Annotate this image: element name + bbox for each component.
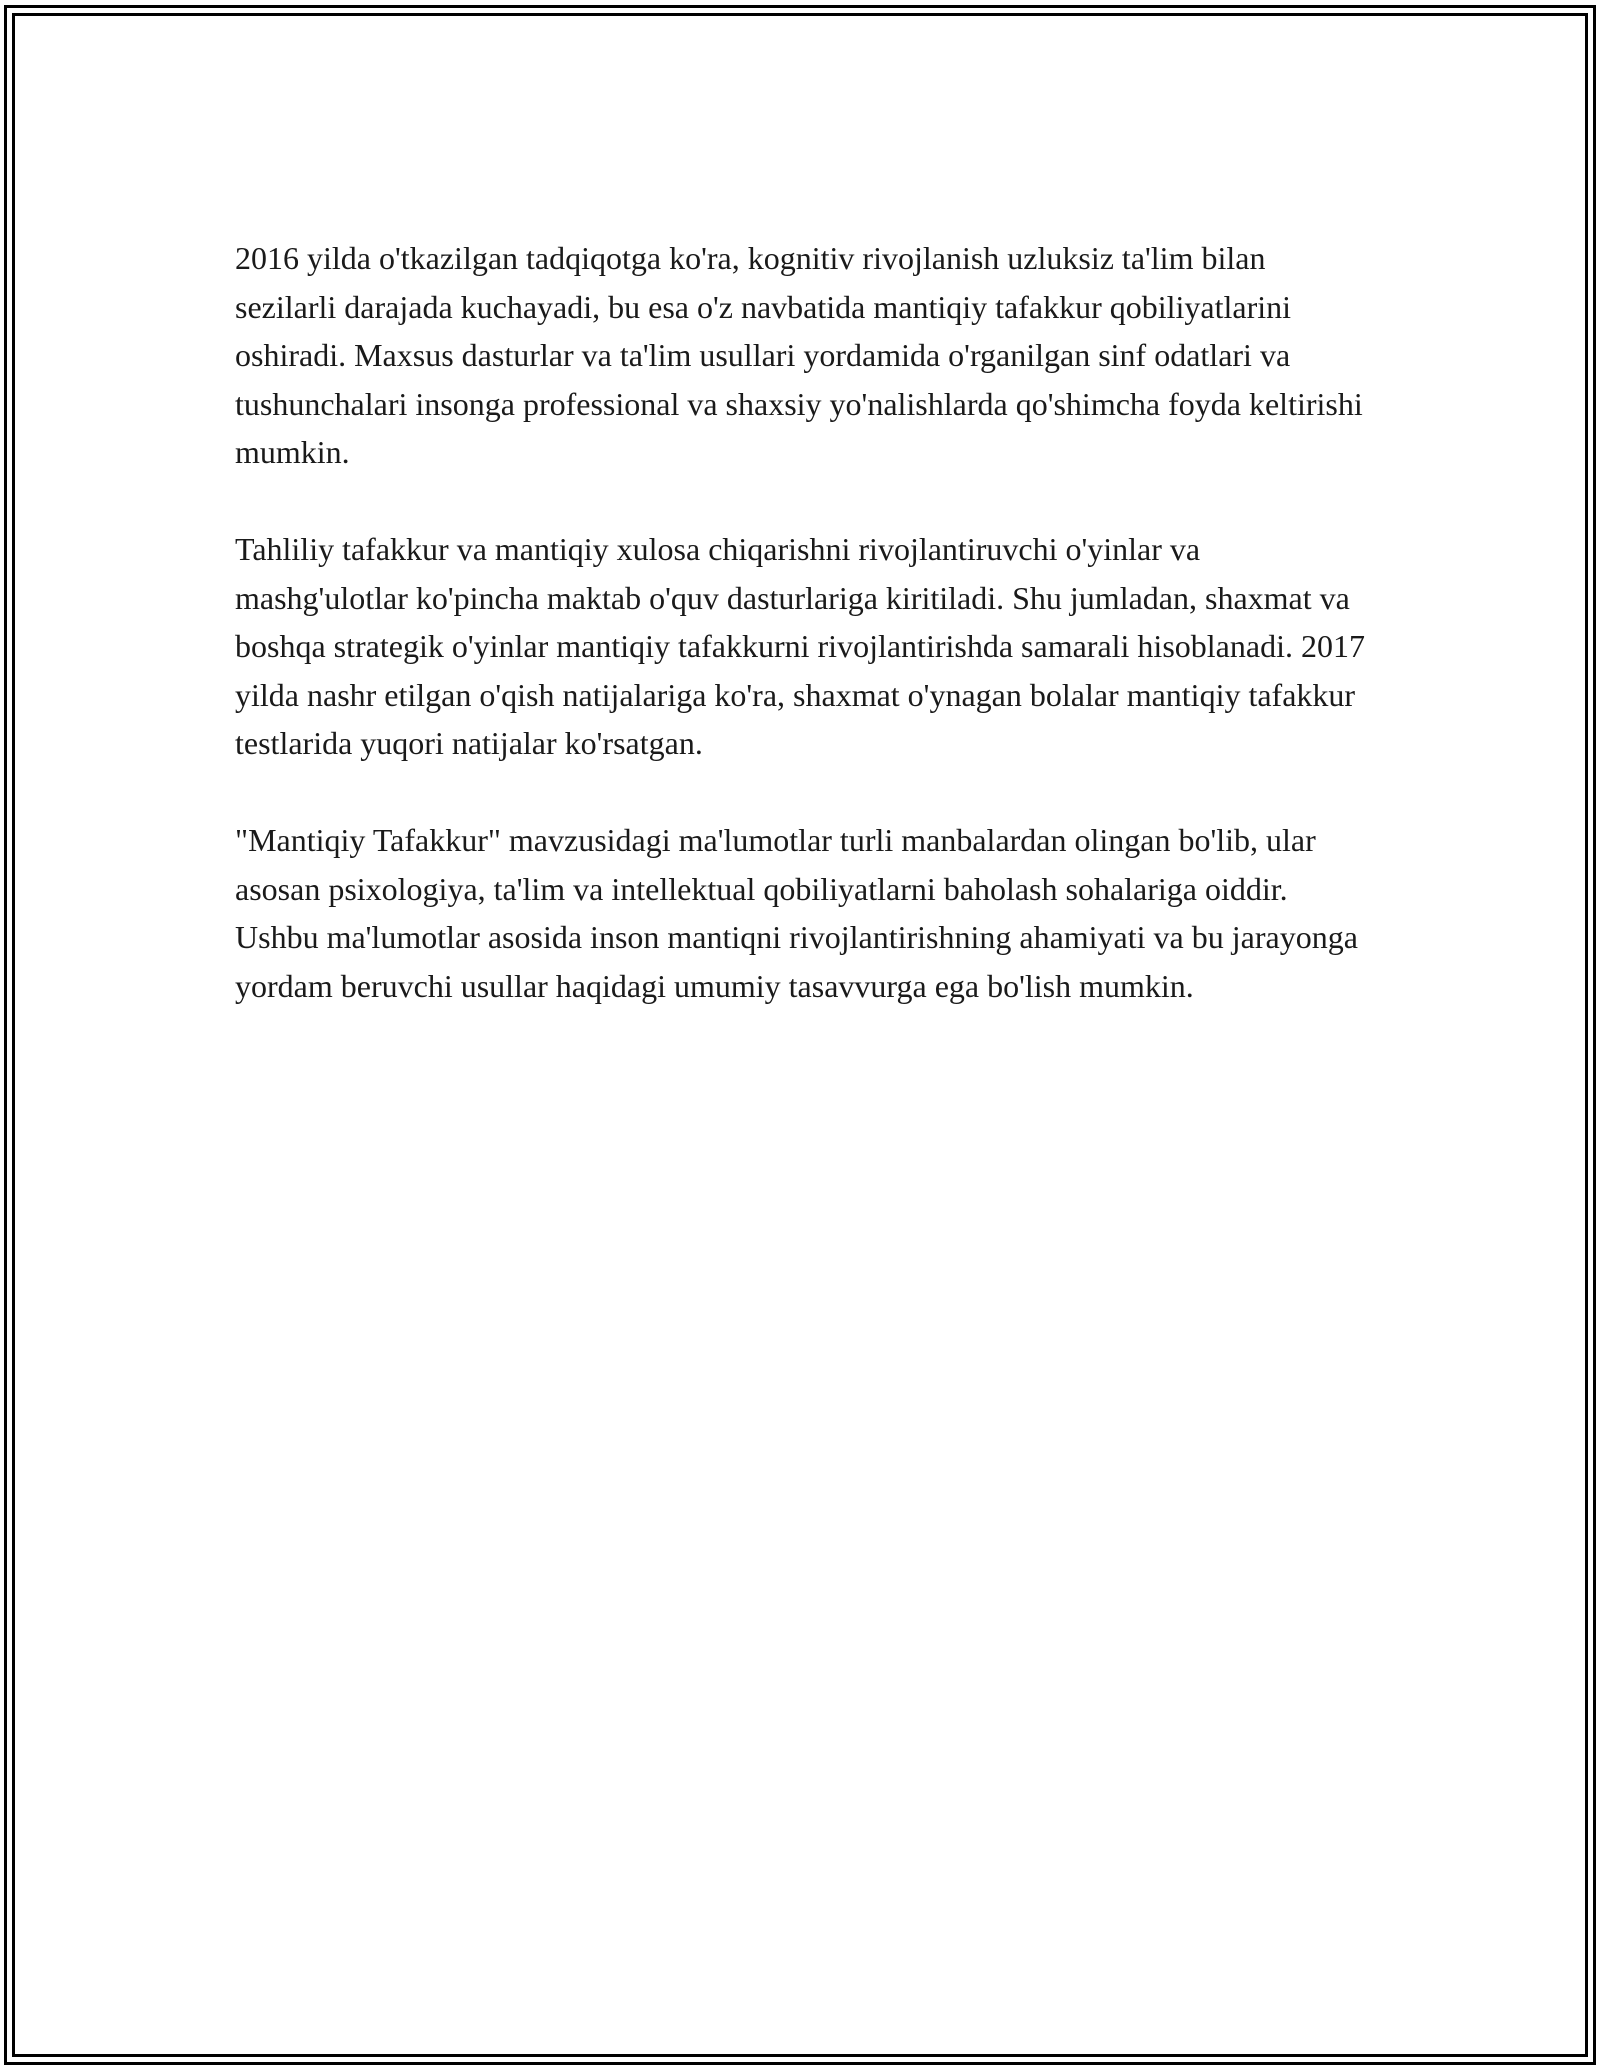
paragraph-3: "Mantiqiy Tafakkur" mavzusidagi ma'lumotlar turli manbalardan olingan bo'lib, ular asosan psixologiya, ta'lim va intellektual qobiliyatlarni baholash sohalariga oiddir. Ushbu ma'lumotlar asosida inson mantiqni rivojlantirishning ahamiyati va bu jarayonga yordam beruvchi usullar haqidagi umumiy tasavvurga ega bo'lish mumkin.: [235, 822, 1358, 1004]
document-body: [235, 234, 1365, 1059]
paragraph-2: Tahliliy tafakkur va mantiqiy xulosa chiqarishni rivojlantiruvchi o'yinlar va mashg'ulotlar ko'pincha maktab o'quv dasturlariga kiritiladi. Shu jumladan, shaxmat va boshqa strategik o'yinlar mantiqiy tafakkurni rivojlantirishda samarali hisoblanadi. 2017 yilda nashr etilgan o'qish natijalariga ko'ra, shaxmat o'ynagan bolalar mantiqiy tafakkur testlarida yuqori natijalar ko'rsatgan.: [235, 531, 1365, 761]
paragraph-1: 2016 yilda o'tkazilgan tadqiqotga ko'ra, kognitiv rivojlanish uzluksiz ta'lim bilan sezilarli darajada kuchayadi, bu esa o'z navbatida mantiqiy tafakkur qobiliyatlarini oshiradi. Maxsus dasturlar va ta'lim usullari yordamida o'rganilgan sinf odatlari va tushunchalari insonga professional va shaxsiy yo'nalishlarda qo'shimcha foyda keltirishi mumkin.: [235, 240, 1363, 470]
